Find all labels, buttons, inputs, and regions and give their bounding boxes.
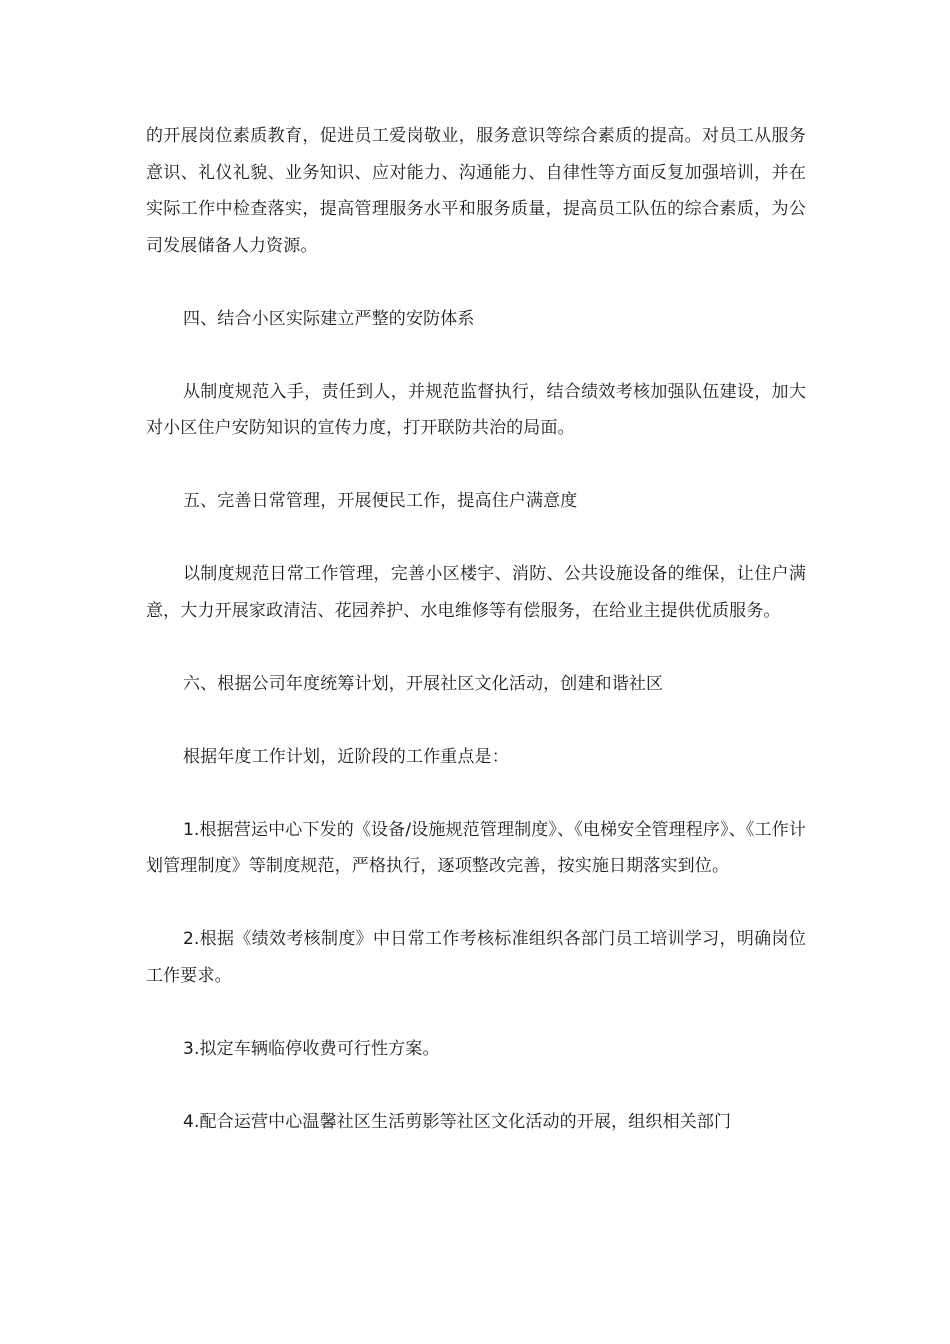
paragraph-spacer [146, 994, 806, 1031]
section-heading-community-culture: 六、根据公司年度统筹计划，开展社区文化活动，创建和谐社区 [183, 673, 664, 694]
paragraph-spacer [146, 629, 806, 666]
list-item-4: 4.配合运营中心温馨社区生活剪影等社区文化活动的开展，组织相关部门 [183, 1111, 732, 1132]
paragraph-work-focus-intro: 根据年度工作计划，近阶段的工作重点是： [183, 746, 509, 767]
document-body [146, 118, 806, 1140]
paragraph-spacer [146, 1067, 806, 1104]
paragraph-spacer [146, 885, 806, 922]
paragraph-spacer [146, 337, 806, 374]
paragraph-spacer [146, 264, 806, 301]
list-item-1: 1.根据营运中心下发的《设备/设施规范管理制度》、《电梯安全管理程序》、《工作计划管理制度》等制度规范，严格执行，逐项整改完善，按实施日期落实到位。 [146, 819, 806, 876]
list-item-2: 2.根据《绩效考核制度》中日常工作考核标准组织各部门员工培训学习，明确岗位工作要求。 [146, 929, 806, 986]
section-heading-security: 四、结合小区实际建立严整的安防体系 [183, 308, 475, 329]
paragraph-staff-training: 的开展岗位素质教育，促进员工爱岗敬业，服务意识等综合素质的提高。对员工从服务意识、礼仪礼貌、业务知识、应对能力、沟通能力、自律性等方面反复加强培训，并在实际工作中检查落实，提高管理服务水平和服务质量，提高员工队伍的综合素质，为公司发展储备人力资源。 [146, 126, 806, 256]
paragraph-security: 从制度规范入手，责任到人，并规范监督执行，结合绩效考核加强队伍建设，加大对小区住户安防知识的宣传力度，打开联防共治的局面。 [146, 381, 806, 438]
paragraph-spacer [146, 775, 806, 812]
paragraph-spacer [146, 702, 806, 739]
section-heading-daily-management: 五、完善日常管理，开展便民工作，提高住户满意度 [183, 491, 578, 511]
paragraph-spacer [146, 520, 806, 557]
paragraph-daily-management: 以制度规范日常工作管理，完善小区楼宇、消防、公共设施设备的维保，让住户满意，大力开展家政清洁、花园养护、水电维修等有偿服务，在给业主提供优质服务。 [146, 564, 806, 621]
list-item-3: 3.拟定车辆临停收费可行性方案。 [183, 1038, 440, 1059]
paragraph-spacer [146, 447, 806, 484]
